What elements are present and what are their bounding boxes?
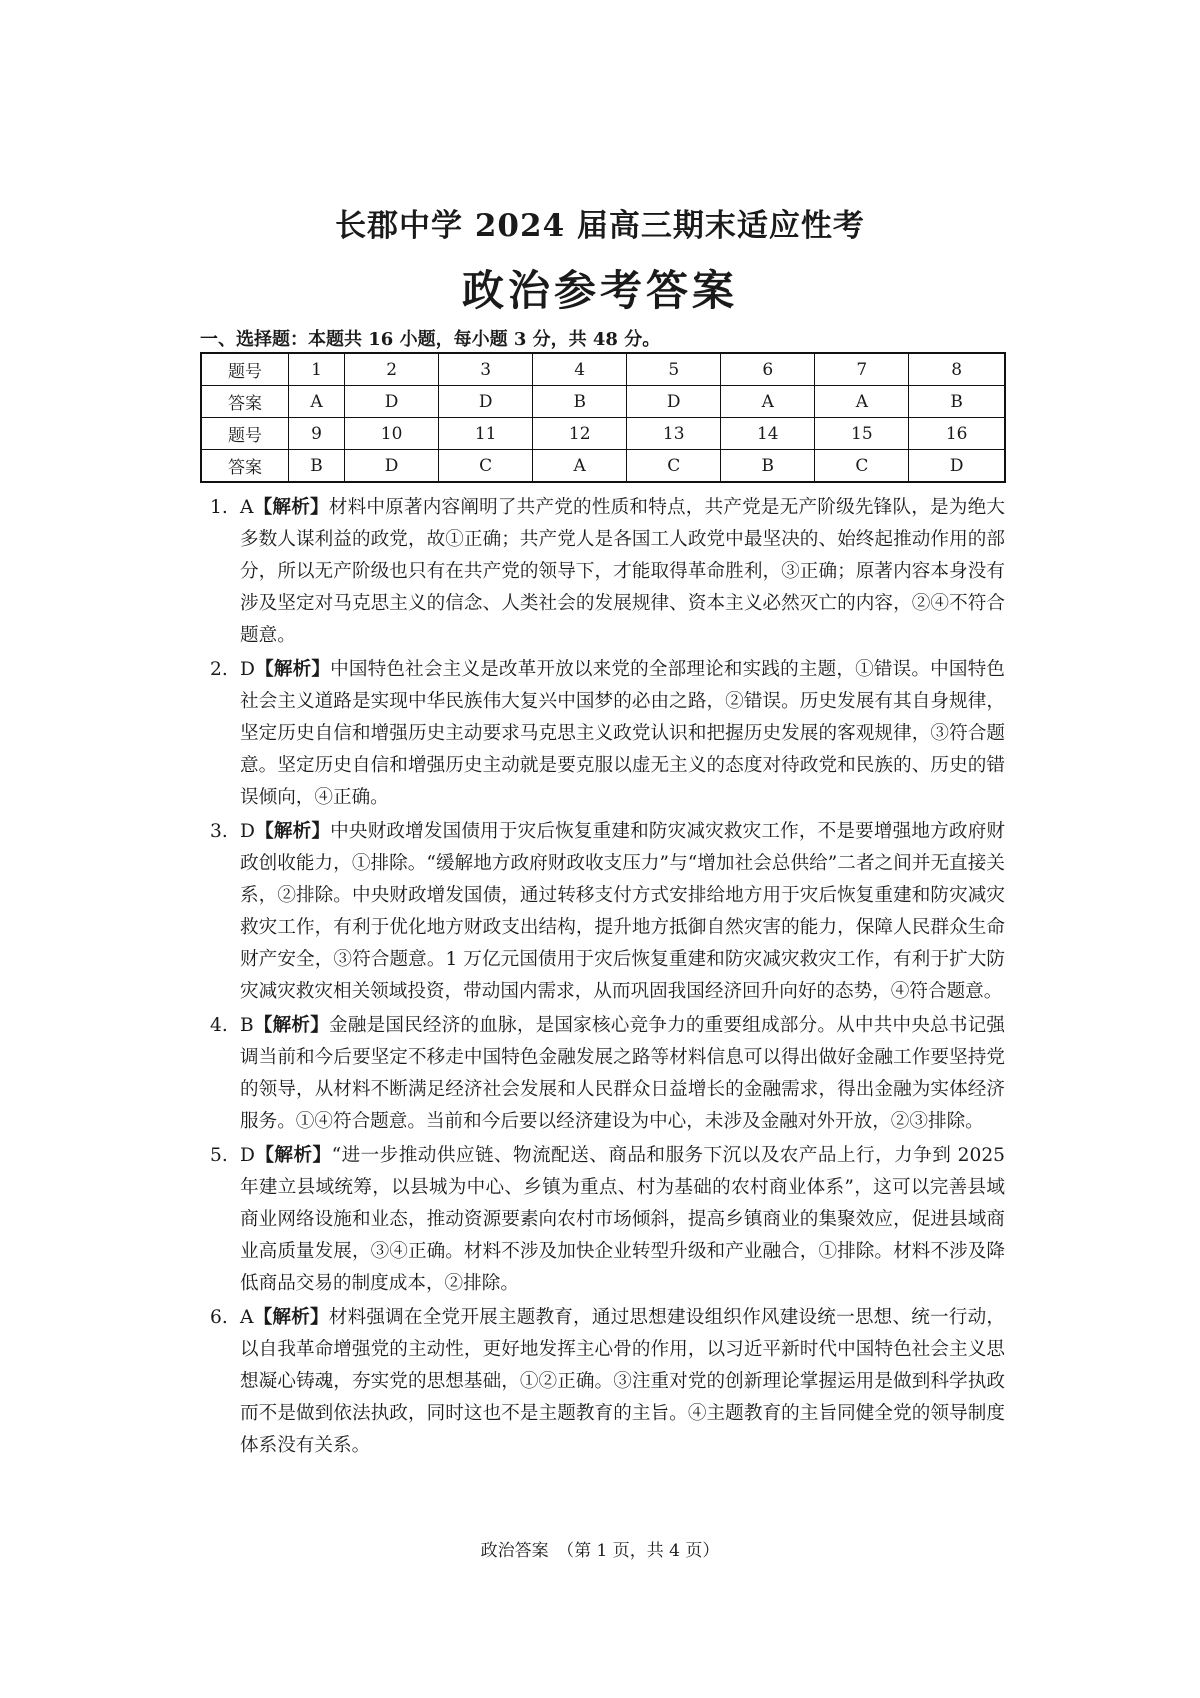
explanation-item xyxy=(210,654,1005,814)
table-cell: 5 xyxy=(627,353,721,386)
document-title: 政治参考答案 xyxy=(461,266,738,315)
table-cell: B xyxy=(533,386,627,418)
row-label: 题号 xyxy=(201,418,289,450)
item-number: 1. xyxy=(210,497,228,518)
table-cell: D xyxy=(345,386,439,418)
table-cell: D xyxy=(627,386,721,418)
table-cell: 15 xyxy=(815,418,909,450)
table-cell: 6 xyxy=(721,353,815,386)
item-number: 5. xyxy=(210,1145,228,1166)
item-answer: A xyxy=(240,1307,254,1328)
table-cell: D xyxy=(909,450,1005,483)
answer-key-table xyxy=(200,352,1006,483)
table-cell: C xyxy=(439,450,533,483)
school-exam-title: 长郡中学 2024 届高三期末适应性考 xyxy=(335,208,865,244)
table-cell: 12 xyxy=(533,418,627,450)
explanation-item xyxy=(210,816,1005,1008)
item-answer: B xyxy=(240,1015,254,1036)
table-cell: 7 xyxy=(815,353,909,386)
page-footer: 政治答案 （第 1 页，共 4 页） xyxy=(480,1541,720,1561)
table-row xyxy=(201,353,1005,386)
item-number: 3. xyxy=(210,821,228,842)
item-text: 材料中原著内容阐明了共产党的性质和特点，共产党是无产阶级先锋队，是为绝大多数人谋利益的政党，故①正确；共产党人是各国工人政党中最坚决的、始终起推动作用的部分，所以无产阶级也只有在共产党的领导下，才能取得革命胜利，③正确；原著内容本身没有涉及坚定对马克思主义的信念、人类社会的发展规律、资本主义必然灭亡的内容，②④不符合题意。 xyxy=(240,497,1005,646)
item-text: 金融是国民经济的血脉，是国家核心竞争力的重要组成部分。从中共中央总书记强调当前和今后要坚定不移走中国特色金融发展之路等材料信息可以得出做好金融工作要坚持党的领导，从材料不断满足经济社会发展和人民群众日益增长的金融需求，得出金融为实体经济服务。①④符合题意。当前和今后要以经济建设为中心，未涉及金融对外开放，②③排除。 xyxy=(240,1015,1005,1132)
item-body xyxy=(240,816,1005,1008)
table-cell: C xyxy=(627,450,721,483)
item-body xyxy=(240,1302,1005,1462)
table-cell: 14 xyxy=(721,418,815,450)
item-number: 2. xyxy=(210,659,228,680)
table-cell: A xyxy=(721,386,815,418)
item-answer: D xyxy=(240,821,255,842)
table-cell: B xyxy=(289,450,345,483)
analysis-tag: 【解析】 xyxy=(254,821,331,842)
item-text: “进一步推动供应链、物流配送、商品和服务下沉以及农产品上行，力争到 2025 年建立县域统筹，以县城为中心、乡镇为重点、村为基础的农村商业体系”，这可以完善县域商业网络设施和业态，推动资源要素向农村市场倾斜，提高乡镇商业的集聚效应，促进县域商业高质量发展，③④正确。材料不涉及加快企业转型升级和产业融合，①排除。材料不涉及降低商品交易的制度成本，②排除。 xyxy=(240,1145,1005,1294)
table-cell: A xyxy=(289,386,345,418)
table-cell: 3 xyxy=(439,353,533,386)
table-row xyxy=(201,386,1005,418)
item-body xyxy=(240,1140,1005,1300)
table-row xyxy=(201,450,1005,483)
explanation-item xyxy=(210,1010,1005,1138)
analysis-tag: 【解析】 xyxy=(253,497,329,518)
table-cell: 13 xyxy=(627,418,721,450)
table-cell: B xyxy=(909,386,1005,418)
item-number: 6. xyxy=(210,1307,228,1328)
row-label: 答案 xyxy=(201,450,289,483)
table-cell: 8 xyxy=(909,353,1005,386)
explanation-list xyxy=(210,492,1005,1464)
item-number: 4. xyxy=(210,1015,228,1036)
table-cell: D xyxy=(439,386,533,418)
row-label: 题号 xyxy=(201,353,289,386)
table-cell: 16 xyxy=(909,418,1005,450)
item-text: 中央财政增发国债用于灾后恢复重建和防灾减灾救灾工作，不是要增强地方政府财政创收能力，①排除。“缓解地方政府财政收支压力”与“增加社会总供给”二者之间并无直接关系，②排除。中央财政增发国债，通过转移支付方式安排给地方用于灾后恢复重建和防灾减灾救灾工作，有利于优化地方财政支出结构，提升地方抵御自然灾害的能力，保障人民群众生命财产安全，③符合题意。1 万亿元国债用于灾后恢复重建和防灾减灾救灾工作，有利于扩大防灾减灾救灾相关领域投资，带动国内需求，从而巩固我国经济回升向好的态势，④符合题意。 xyxy=(240,821,1005,1002)
analysis-tag: 【解析】 xyxy=(254,659,331,680)
table-cell: 10 xyxy=(345,418,439,450)
explanation-item xyxy=(210,1140,1005,1300)
item-text: 材料强调在全党开展主题教育，通过思想建设组织作风建设统一思想、统一行动，以自我革命增强党的主动性，更好地发挥主心骨的作用，以习近平新时代中国特色社会主义思想凝心铸魂，夯实党的思想基础，①②正确。③注重对党的创新理论掌握运用是做到科学执政而不是做到依法执政，同时这也不是主题教育的主旨。④主题教育的主旨同健全党的领导制度体系没有关系。 xyxy=(240,1307,1005,1456)
item-answer: D xyxy=(240,659,255,680)
row-label: 答案 xyxy=(201,386,289,418)
item-answer: D xyxy=(240,1145,255,1166)
item-body xyxy=(240,654,1005,814)
table-cell: 1 xyxy=(289,353,345,386)
table-row xyxy=(201,418,1005,450)
section-heading: 一、选择题：本题共 16 小题，每小题 3 分，共 48 分。 xyxy=(200,329,661,350)
table-cell: 11 xyxy=(439,418,533,450)
explanation-item xyxy=(210,492,1005,652)
table-cell: D xyxy=(345,450,439,483)
table-cell: A xyxy=(533,450,627,483)
item-text: 中国特色社会主义是改革开放以来党的全部理论和实践的主题，①错误。中国特色社会主义道路是实现中华民族伟大复兴中国梦的必由之路，②错误。历史发展有其自身规律，坚定历史自信和增强历史主动要求马克思主义政党认识和把握历史发展的客观规律，③符合题意。坚定历史自信和增强历史主动就是要克服以虚无主义的态度对待政党和民族的、历史的错误倾向，④正确。 xyxy=(240,659,1005,808)
table-cell: 9 xyxy=(289,418,345,450)
table-cell: A xyxy=(815,386,909,418)
item-answer: A xyxy=(240,497,254,518)
item-body xyxy=(240,492,1005,652)
analysis-tag: 【解析】 xyxy=(254,1145,332,1166)
item-body xyxy=(240,1010,1005,1138)
table-cell: B xyxy=(721,450,815,483)
analysis-tag: 【解析】 xyxy=(253,1307,329,1328)
analysis-tag: 【解析】 xyxy=(253,1015,329,1036)
table-cell: 4 xyxy=(533,353,627,386)
explanation-item xyxy=(210,1302,1005,1462)
table-cell: C xyxy=(815,450,909,483)
table-cell: 2 xyxy=(345,353,439,386)
